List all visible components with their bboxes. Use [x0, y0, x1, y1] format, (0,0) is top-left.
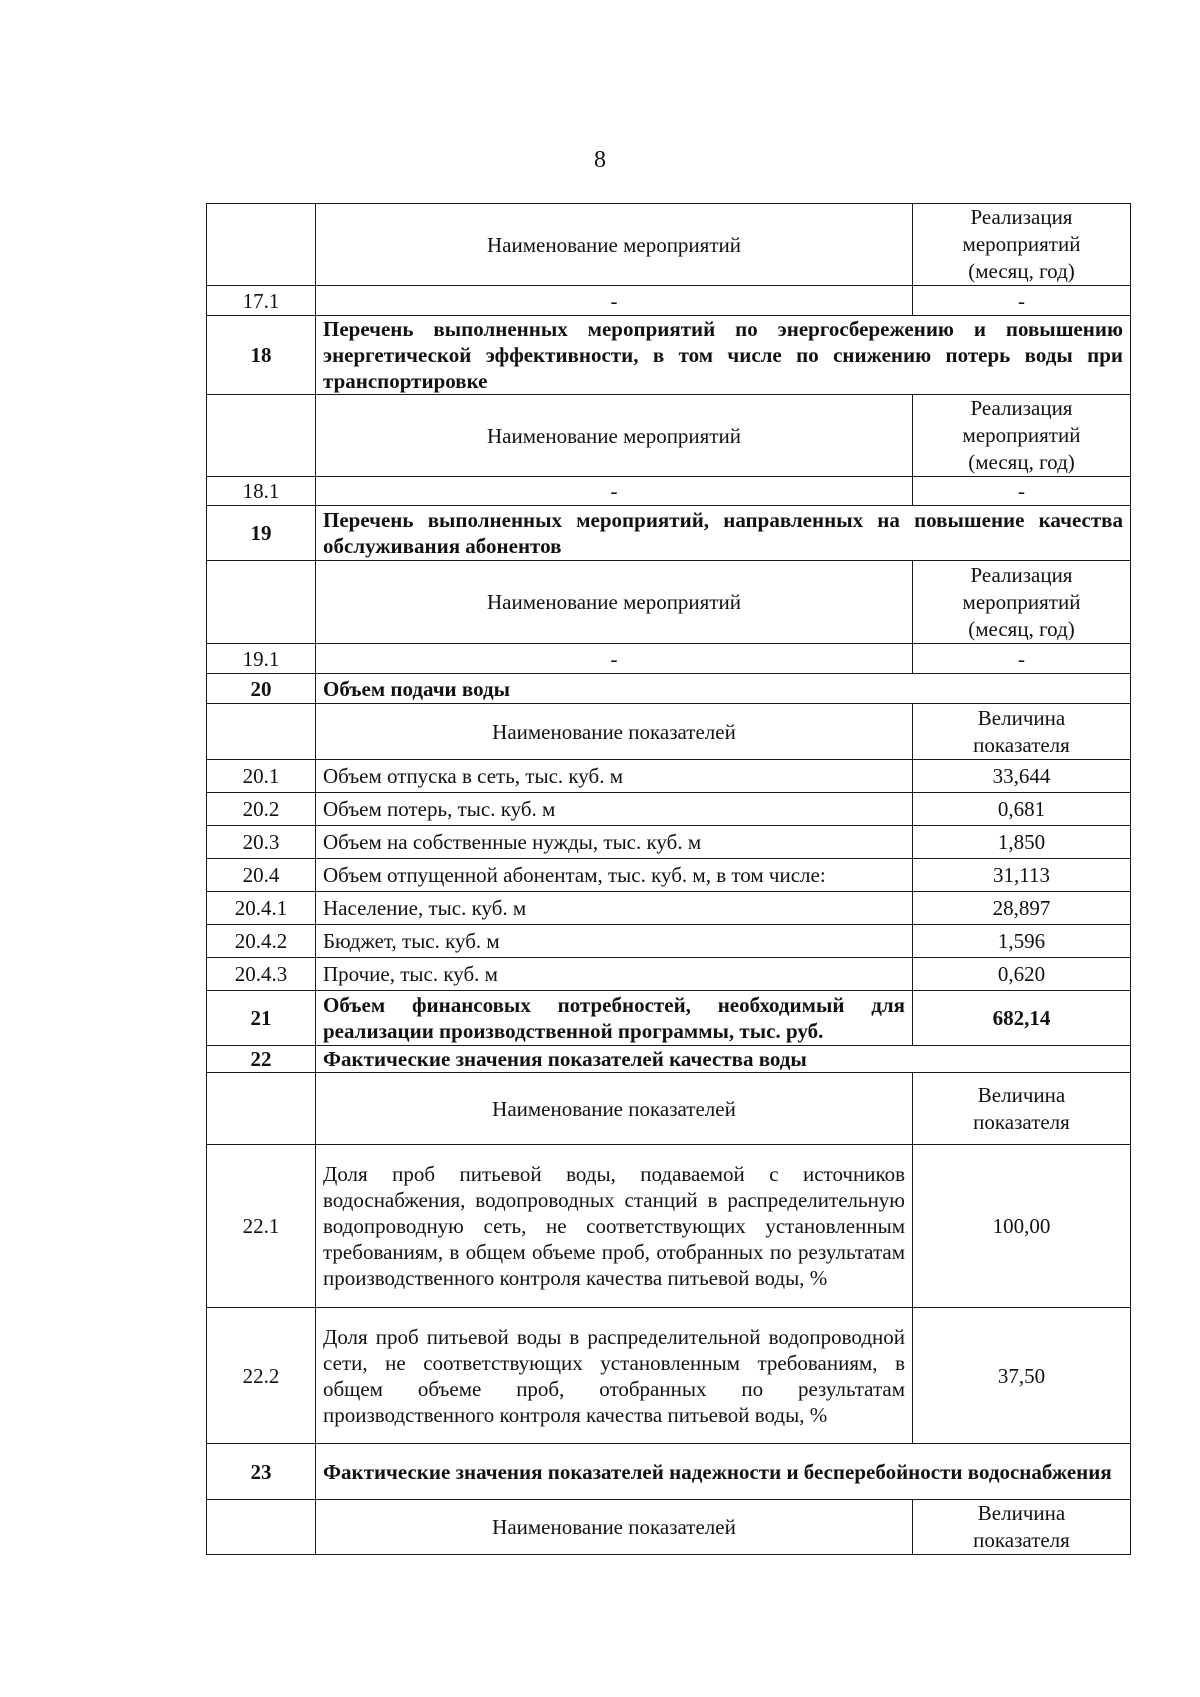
row-name: Доля проб питьевой воды в распределительной водопроводной сети, не соответствующих установленным требованиям, в общем объеме проб, отобранных по результатам производственного контроля качества питьевой воды, %: [316, 1308, 913, 1444]
row-value: -: [913, 477, 1131, 506]
row-value: 0,681: [913, 793, 1131, 826]
header-measures-name: Наименование мероприятий: [316, 395, 913, 477]
header-impl-line: мероприятий: [962, 423, 1081, 447]
header-num-cell: [207, 1073, 316, 1145]
header-impl-line: (месяц, год): [968, 616, 1075, 641]
table-row: [207, 793, 1131, 826]
section-title: Фактические значения показателей качества воды: [316, 1046, 1131, 1073]
row-name: Бюджет, тыс. куб. м: [316, 925, 913, 958]
header-value-line: Величина: [977, 705, 1066, 730]
header-indicators-name: Наименование показателей: [316, 1073, 913, 1145]
header-impl-line: Реализация: [970, 562, 1073, 587]
row-value: -: [913, 644, 1131, 674]
section-row: [207, 316, 1131, 395]
header-impl-line: Реализация: [970, 396, 1073, 420]
production-program-table: [206, 203, 1131, 1555]
header-num-cell: [207, 704, 316, 760]
table-header-row: [207, 395, 1131, 477]
section-row: [207, 991, 1131, 1046]
row-number: 20.4.1: [207, 892, 316, 925]
section-title: Перечень выполненных мероприятий, направленных на повышение качества обслуживания абонентов: [316, 506, 1131, 561]
section-row: [207, 1046, 1131, 1073]
row-number: 18.1: [207, 477, 316, 506]
header-impl-line: Реализация: [970, 205, 1073, 229]
table-row: [207, 925, 1131, 958]
header-impl-line: мероприятий: [962, 232, 1081, 256]
table-row: [207, 760, 1131, 793]
row-value: 1,850: [913, 826, 1131, 859]
section-row: [207, 1444, 1131, 1500]
table-header-row: [207, 1500, 1131, 1555]
row-number: 20.4.2: [207, 925, 316, 958]
section-title: Объем финансовых потребностей, необходимый для реализации производственной программы, тыс. руб.: [316, 991, 913, 1046]
row-name: -: [316, 644, 913, 674]
row-value: 0,620: [913, 958, 1131, 991]
row-value: -: [913, 286, 1131, 316]
table-row: [207, 477, 1131, 506]
header-indicators-name: Наименование показателей: [316, 704, 913, 760]
header-num-cell: [207, 561, 316, 644]
table-row: [207, 1308, 1131, 1444]
section-number: 22: [207, 1046, 316, 1073]
table-row: [207, 1145, 1131, 1308]
section-title: Фактические значения показателей надежности и бесперебойности водоснабжения: [316, 1444, 1131, 1500]
section-row: [207, 506, 1131, 561]
header-impl-line: (месяц, год): [968, 259, 1075, 283]
row-value: 682,14: [913, 991, 1131, 1046]
row-name: Объем потерь, тыс. куб. м: [316, 793, 913, 826]
header-indicators-name: Наименование показателей: [316, 1500, 913, 1555]
header-impl-line: мероприятий: [962, 589, 1081, 614]
header-indicator-value: [913, 1500, 1131, 1555]
header-measures-implementation: [913, 204, 1131, 286]
header-value-line: показателя: [973, 732, 1070, 757]
row-number: 20.2: [207, 793, 316, 826]
table-row: [207, 826, 1131, 859]
table-header-row: [207, 1073, 1131, 1145]
row-number: 17.1: [207, 286, 316, 316]
section-title: Перечень выполненных мероприятий по энергосбережению и повышению энергетической эффективности, в том числе по снижению потерь воды при транспортировке: [316, 316, 1131, 395]
row-number: 22.2: [207, 1308, 316, 1444]
section-number: 20: [207, 674, 316, 704]
row-number: 20.4: [207, 859, 316, 892]
row-name: -: [316, 286, 913, 316]
section-number: 21: [207, 991, 316, 1046]
row-value: 37,50: [913, 1308, 1131, 1444]
header-measures-name: Наименование мероприятий: [316, 561, 913, 644]
header-value-line: показателя: [973, 1109, 1070, 1134]
row-number: 22.1: [207, 1145, 316, 1308]
table-row: [207, 859, 1131, 892]
header-indicator-value: [913, 1073, 1131, 1145]
section-number: 19: [207, 506, 316, 561]
table-header-row: [207, 704, 1131, 760]
row-number: 20.3: [207, 826, 316, 859]
section-number: 18: [207, 316, 316, 395]
section-number: 23: [207, 1444, 316, 1500]
row-name: Объем отпуска в сеть, тыс. куб. м: [316, 760, 913, 793]
header-indicator-value: [913, 704, 1131, 760]
row-value: 28,897: [913, 892, 1131, 925]
table-row: [207, 892, 1131, 925]
row-name: -: [316, 477, 913, 506]
table-row: [207, 644, 1131, 674]
row-value: 33,644: [913, 760, 1131, 793]
table-row: [207, 958, 1131, 991]
row-value: 100,00: [913, 1145, 1131, 1308]
row-number: 20.1: [207, 760, 316, 793]
section-title: Объем подачи воды: [316, 674, 1131, 704]
table-row: [207, 286, 1131, 316]
page-number: 8: [594, 147, 606, 173]
header-measures-implementation: [913, 395, 1131, 477]
row-name: Прочие, тыс. куб. м: [316, 958, 913, 991]
row-name: Объем на собственные нужды, тыс. куб. м: [316, 826, 913, 859]
row-name: Доля проб питьевой воды, подаваемой с источников водоснабжения, водопроводных станций в распределительную водопроводную сеть, не соответствующих установленным требованиям, в общем объеме проб, отобранных по результатам производственного контроля качества питьевой воды, %: [316, 1145, 913, 1308]
header-impl-line: (месяц, год): [968, 450, 1075, 474]
header-value-line: Величина: [977, 1501, 1066, 1525]
header-value-line: Величина: [977, 1082, 1066, 1107]
row-name: Объем отпущенной абонентам, тыс. куб. м, в том числе:: [316, 859, 913, 892]
header-num-cell: [207, 395, 316, 477]
header-num-cell: [207, 1500, 316, 1555]
table-header-row: [207, 561, 1131, 644]
row-value: 31,113: [913, 859, 1131, 892]
header-measures-implementation: [913, 561, 1131, 644]
row-name: Население, тыс. куб. м: [316, 892, 913, 925]
table-header-row: [207, 204, 1131, 286]
header-value-line: показателя: [973, 1528, 1070, 1552]
header-measures-name: Наименование мероприятий: [316, 204, 913, 286]
section-row: [207, 674, 1131, 704]
row-number: 20.4.3: [207, 958, 316, 991]
row-value: 1,596: [913, 925, 1131, 958]
header-num-cell: [207, 204, 316, 286]
row-number: 19.1: [207, 644, 316, 674]
